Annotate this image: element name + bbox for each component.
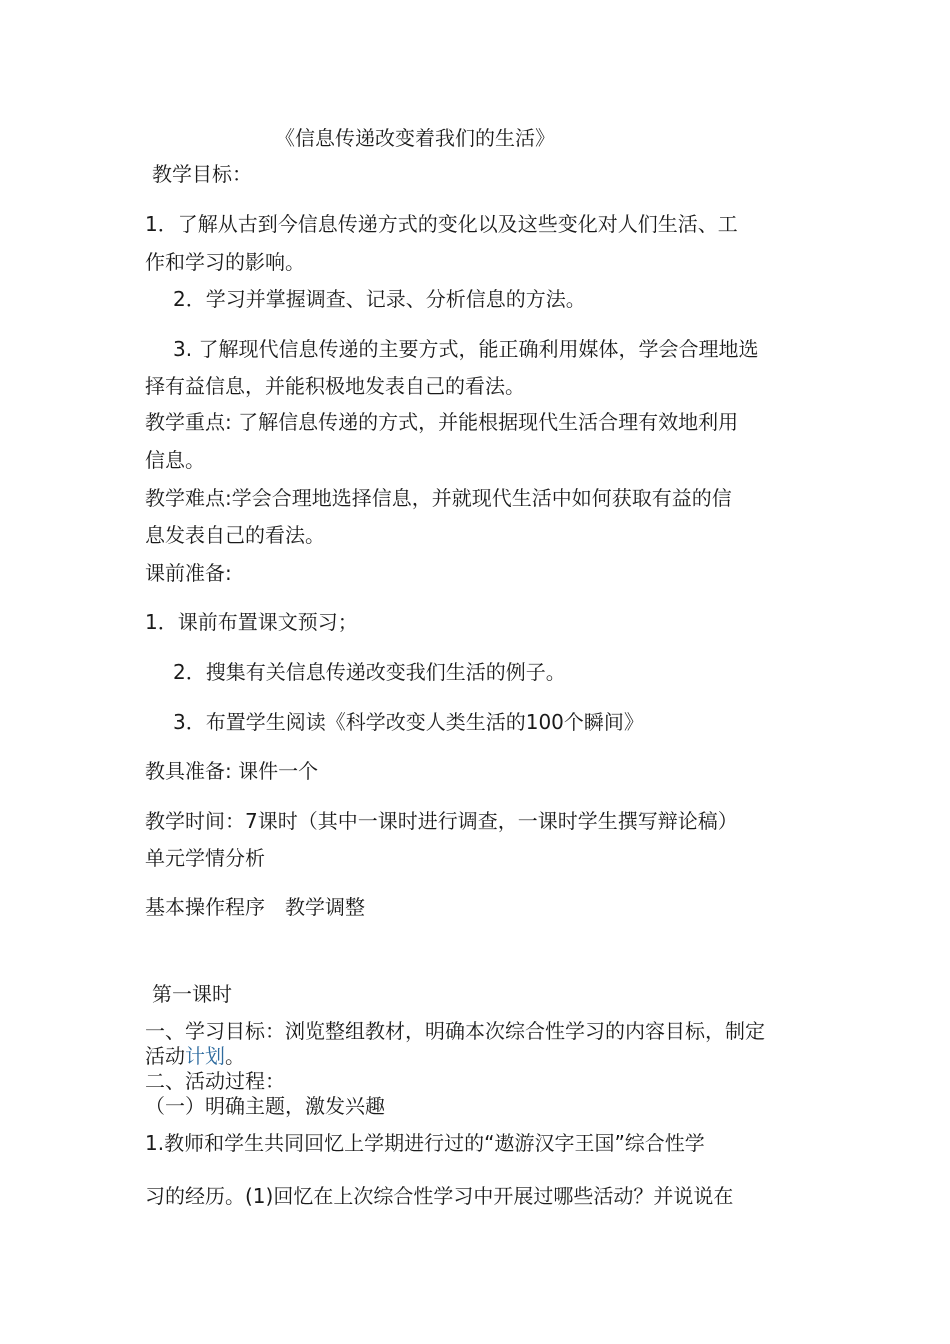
objective-2: 2．学习并掌握调查、记录、分析信息的方法。 — [173, 287, 586, 311]
recall-line-2: 习的经历。(1)回忆在上次综合性学习中开展过哪些活动？并说说在 — [145, 1184, 734, 1208]
procedure-header: 基本操作程序 教学调整 — [145, 895, 365, 919]
objectives-heading: 教学目标： — [152, 162, 252, 186]
process-heading: 二、活动过程： — [145, 1069, 285, 1093]
objective-3-line-2: 择有益信息，并能积极地发表自己的看法。 — [145, 374, 525, 398]
analysis-line: 单元学情分析 — [145, 846, 265, 870]
goal-line-2-prefix: 活动 — [145, 1044, 185, 1068]
tools-line: 教具准备: 课件一个 — [145, 759, 319, 783]
objective-1-line-2: 作和学习的影响。 — [145, 250, 305, 274]
preparation-item-1: 1．课前布置课文预习； — [145, 610, 358, 634]
document-title: 《信息传递改变着我们的生活》 — [275, 126, 555, 150]
key-point-line-2: 信息。 — [145, 448, 205, 472]
process-subheading-1: （一）明确主题，激发兴趣 — [145, 1094, 385, 1118]
recall-line-1: 1.教师和学生共同回忆上学期进行过的“遨游汉字王国”综合性学 — [145, 1131, 705, 1155]
preparation-item-3: 3．布置学生阅读《科学改变人类生活的100个瞬间》 — [173, 710, 644, 734]
goal-line-1: 一、学习目标：浏览整组教材，明确本次综合性学习的内容目标，制定 — [145, 1019, 765, 1043]
objective-1-line-1: 1．了解从古到今信息传递方式的变化以及这些变化对人们生活、工 — [145, 212, 738, 236]
preparation-item-2: 2．搜集有关信息传递改变我们生活的例子。 — [173, 660, 566, 684]
goal-line-2 — [145, 1046, 245, 1066]
objective-3-line-1: 3. 了解现代信息传递的主要方式，能正确利用媒体，学会合理地选 — [173, 337, 759, 361]
goal-line-2-suffix: 。 — [225, 1044, 245, 1068]
difficulty-line-1: 教学难点:学会合理地选择信息，并就现代生活中如何获取有益的信 — [145, 486, 732, 510]
difficulty-line-2: 息发表自己的看法。 — [145, 523, 325, 547]
key-point-line-1: 教学重点: 了解信息传递的方式，并能根据现代生活合理有效地利用 — [145, 410, 739, 434]
time-line: 教学时间：7课时（其中一课时进行调查，一课时学生撰写辩论稿） — [145, 809, 738, 833]
plan-link[interactable]: 计划 — [185, 1044, 225, 1068]
preparation-heading: 课前准备: — [145, 561, 232, 585]
lesson-1-heading: 第一课时 — [152, 982, 232, 1006]
